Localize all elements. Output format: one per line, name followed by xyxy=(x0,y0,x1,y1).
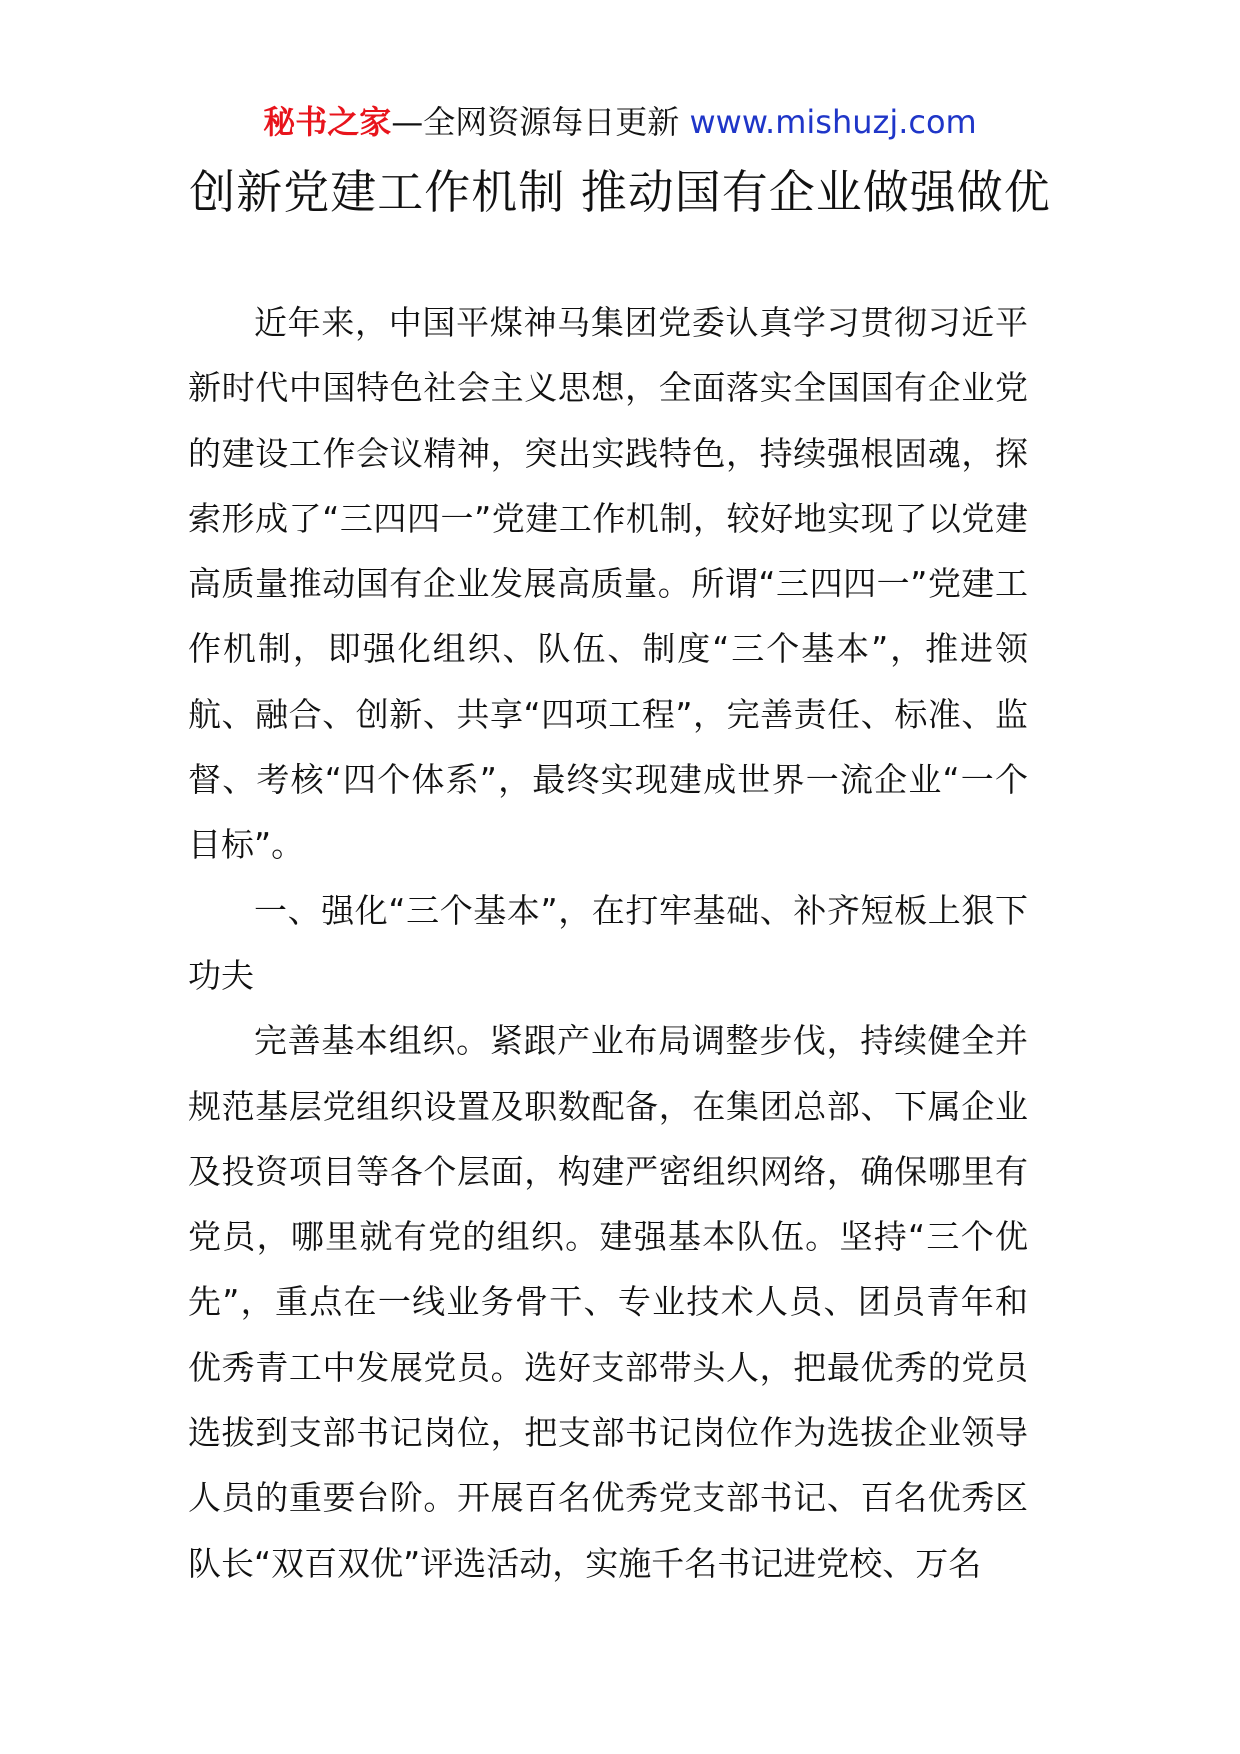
paragraph-intro: 近年来，中国平煤神马集团党委认真学习贯彻习近平新时代中国特色社会主义思想，全面落实全国国有企业党的建设工作会议精神，突出实践特色，持续强根固魂，探索形成了“三四四一”党建工作机制，较好地实现了以党建高质量推动国有企业发展高质量。所谓“三四四一”党建工作机制，即强化组织、队伍、制度“三个基本”，推进领航、融合、创新、共享“四项工程”，完善责任、标准、监督、考核“四个体系”，最终实现建成世界一流企业“一个目标”。 xyxy=(188,303,1028,865)
document-body xyxy=(188,290,1028,1596)
site-slogan: —全网资源每日更新 xyxy=(391,103,680,141)
document-title: 创新党建工作机制 推动国有企业做强做优 xyxy=(189,165,1051,219)
site-brand: 秘书之家 xyxy=(263,103,392,141)
site-header xyxy=(0,100,1240,144)
section-heading-1: 一、强化“三个基本”，在打牢基础、补齐短板上狠下功夫 xyxy=(188,890,1028,995)
site-url-link[interactable]: www.mishuzj.com xyxy=(689,103,977,141)
paragraph-section-1: 完善基本组织。紧跟产业布局调整步伐，持续健全并规范基层党组织设置及职数配备，在集团总部、下属企业及投资项目等各个层面，构建严密组织网络，确保哪里有党员，哪里就有党的组织。建强基本队伍。坚持“三个优先”，重点在一线业务骨干、专业技术人员、团员青年和优秀青工中发展党员。选好支部带头人，把最优秀的党员选拔到支部书记岗位，把支部书记岗位作为选拔企业领导人员的重要台阶。开展百名优秀党支部书记、百名优秀区队长“双百双优”评选活动，实施千名书记进党校、万名 xyxy=(188,1021,1028,1583)
